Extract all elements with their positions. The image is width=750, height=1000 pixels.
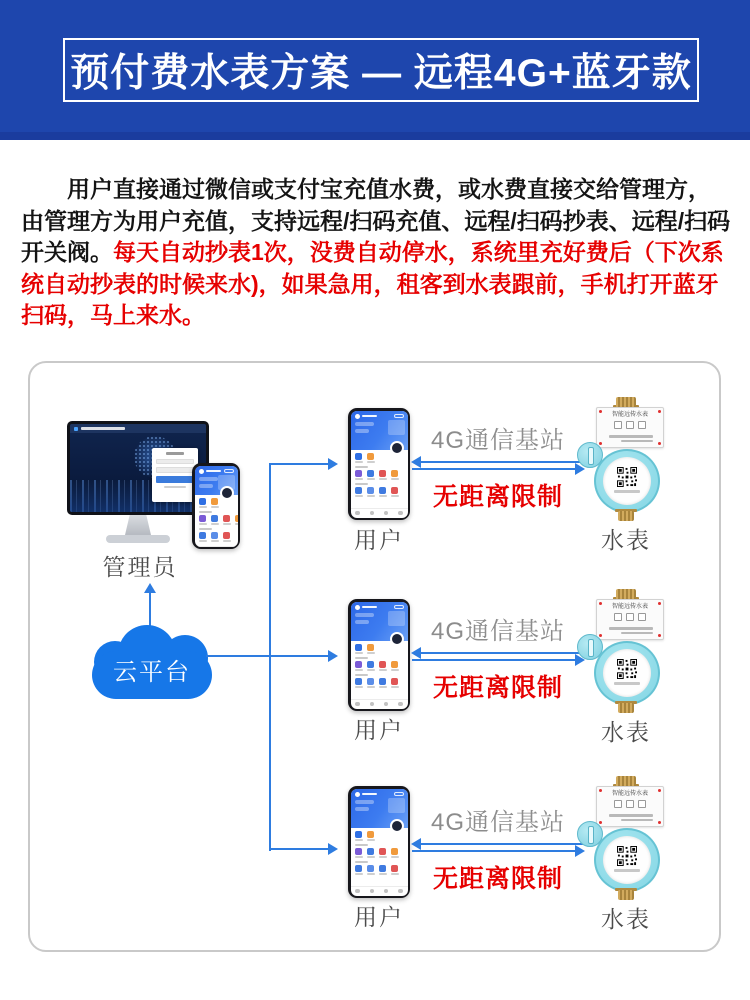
user-avatar-icon bbox=[199, 469, 204, 474]
link-4g-label: 4G通信基站 bbox=[430, 618, 565, 645]
login-password-field bbox=[156, 467, 194, 473]
meter-face bbox=[603, 457, 651, 505]
bidirectional-arrow bbox=[412, 461, 584, 472]
meter-electronics-box bbox=[596, 786, 664, 827]
no-distance-limit-label: 无距离限制 bbox=[432, 674, 563, 702]
login-footnote-bar bbox=[164, 486, 186, 488]
meter-face bbox=[603, 836, 651, 884]
user-label: 用户 bbox=[354, 527, 404, 553]
cloud-label: 云平台 bbox=[113, 659, 191, 686]
qr-code-icon bbox=[617, 846, 637, 866]
meter-cert-icons bbox=[597, 800, 663, 808]
link-4g-row3 bbox=[412, 809, 584, 895]
app-tabbar bbox=[195, 546, 238, 547]
avatar-badge bbox=[390, 441, 404, 455]
meter-pipe-bottom bbox=[618, 890, 634, 900]
admin-label: 管理员 bbox=[102, 554, 178, 580]
cloud-platform bbox=[92, 625, 212, 699]
app-body bbox=[351, 641, 408, 698]
link-4g-row2 bbox=[412, 618, 584, 704]
header-banner bbox=[0, 0, 750, 140]
meter-pipe-bottom bbox=[618, 703, 634, 713]
login-username-field bbox=[156, 459, 194, 465]
app-tabbar bbox=[351, 699, 408, 709]
meter-serial-bar bbox=[614, 682, 640, 685]
app-tabbar bbox=[351, 508, 408, 518]
avatar-badge bbox=[390, 819, 404, 833]
login-button bbox=[156, 476, 194, 483]
meter-cert-icons bbox=[597, 613, 663, 621]
water-meter bbox=[580, 776, 672, 900]
branch-trunk-line bbox=[269, 463, 271, 851]
branch-arrow-row2 bbox=[206, 655, 329, 657]
link-4g-label: 4G通信基站 bbox=[430, 427, 565, 454]
meter-serial-bar bbox=[614, 490, 640, 493]
meter-label: 水表 bbox=[601, 719, 651, 745]
meter-cert-icons bbox=[597, 421, 663, 429]
admin-phone bbox=[192, 463, 240, 549]
user-avatar-icon bbox=[355, 605, 360, 610]
meter-electronics-box bbox=[596, 599, 664, 640]
meter-body bbox=[594, 828, 660, 892]
dashboard-title-text bbox=[81, 427, 125, 430]
qr-code-icon bbox=[617, 659, 637, 679]
banner-frame bbox=[63, 38, 699, 102]
water-meter bbox=[580, 397, 672, 521]
meter-face bbox=[603, 649, 651, 697]
app-body bbox=[351, 828, 408, 885]
user-phone bbox=[348, 786, 410, 898]
no-distance-limit-label: 无距离限制 bbox=[432, 865, 563, 893]
dashboard-titlebar bbox=[70, 424, 206, 433]
app-body bbox=[195, 495, 238, 546]
solution-diagram bbox=[28, 361, 721, 952]
bidirectional-arrow bbox=[412, 843, 584, 854]
qr-code-icon bbox=[617, 467, 637, 487]
meter-box-title: 智能远传水表 bbox=[611, 791, 648, 797]
meter-box-title: 智能远传水表 bbox=[611, 412, 648, 418]
avatar-badge bbox=[390, 632, 404, 646]
branch-arrow-row1 bbox=[269, 463, 329, 465]
meter-box-title: 智能远传水表 bbox=[611, 604, 648, 610]
monitor-stand-base bbox=[106, 535, 170, 543]
user-phone bbox=[348, 599, 410, 711]
user-label: 用户 bbox=[354, 904, 404, 930]
user-label: 用户 bbox=[354, 717, 404, 743]
meter-electronics-box bbox=[596, 407, 664, 448]
link-4g-label: 4G通信基站 bbox=[430, 809, 565, 836]
dashboard-logo-icon bbox=[74, 427, 78, 431]
no-distance-limit-label: 无距离限制 bbox=[432, 483, 563, 511]
app-tabbar bbox=[351, 886, 408, 896]
page-title: 预付费水表方案 — 远程4G+蓝牙款 bbox=[70, 52, 692, 95]
login-title-bar bbox=[166, 452, 184, 455]
avatar-badge bbox=[220, 486, 234, 500]
intro-paragraph bbox=[21, 174, 731, 332]
meter-serial-bar bbox=[614, 869, 640, 872]
admin-monitor bbox=[67, 421, 209, 515]
user-avatar-icon bbox=[355, 414, 360, 419]
branch-arrow-row3 bbox=[269, 848, 329, 850]
meter-body bbox=[594, 449, 660, 513]
meter-body bbox=[594, 641, 660, 705]
user-avatar-icon bbox=[355, 792, 360, 797]
cloud-to-admin-arrow bbox=[149, 593, 151, 626]
intro-text-black: 用户直接通过微信或支付宝充值水费，或水费直接交给管理方，由管理方为用户充值，支持远程/扫码充值、远程/扫码抄表、远程/扫码开关阀。 bbox=[21, 176, 731, 265]
meter-pipe-bottom bbox=[618, 511, 634, 521]
monitor-stand-neck bbox=[125, 515, 151, 535]
admin-dashboard-screen bbox=[70, 424, 206, 512]
intro-text-red: 每天自动抄表1次，没费自动停水，系统里充好费后（下次系统自动抄表的时候来水)，如果急用，租客到水表跟前，手机打开蓝牙扫码，马上来水。 bbox=[21, 239, 724, 328]
app-body bbox=[351, 450, 408, 507]
link-4g-row1 bbox=[412, 427, 584, 513]
meter-label: 水表 bbox=[601, 906, 651, 932]
bidirectional-arrow bbox=[412, 652, 584, 663]
user-phone bbox=[348, 408, 410, 520]
water-meter bbox=[580, 589, 672, 713]
meter-label: 水表 bbox=[601, 527, 651, 553]
